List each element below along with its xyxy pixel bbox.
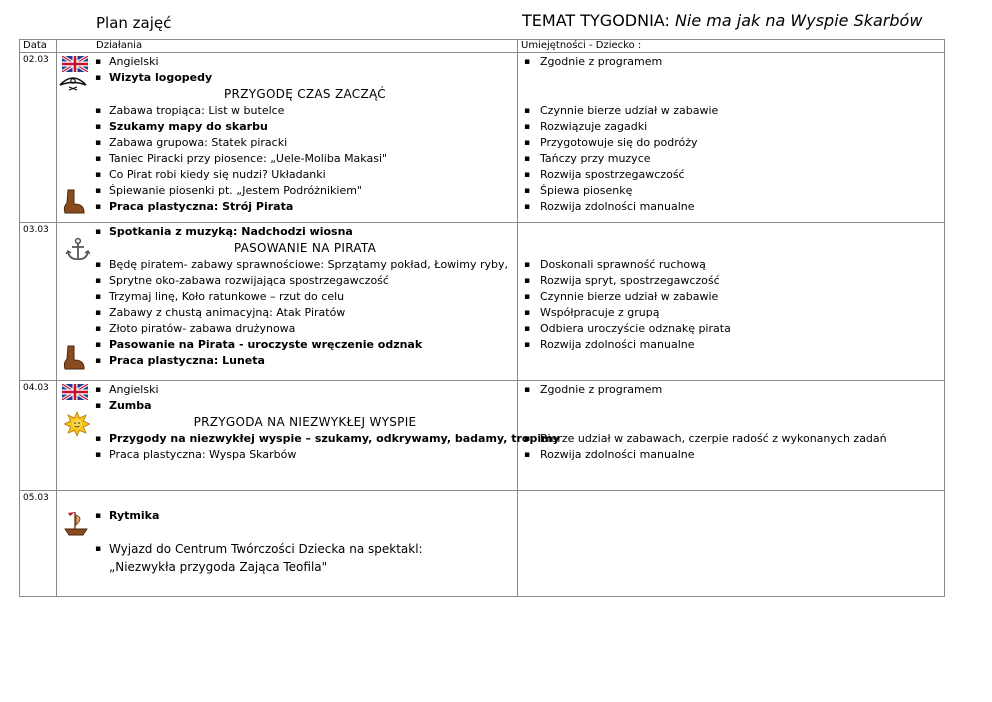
section-heading: PRZYGODA NA NIEZWYKŁEJ WYSPIE (193, 415, 417, 429)
table-row (20, 381, 945, 491)
skill-item: ▪ Bierze udział w zabawach, czerpie radość z wykonanych zadań (524, 431, 944, 447)
activity-item: ▪ Wizyta logopedy (93, 70, 517, 86)
activity-item: ▪ Pasowanie na Pirata - uroczyste wręczenie odznak (93, 337, 517, 353)
activities-cell (57, 223, 518, 381)
icon-column (57, 223, 91, 380)
table-row (20, 53, 945, 223)
skill-item (524, 240, 944, 257)
activity-item: ▪ Rytmika (93, 508, 517, 524)
activity-item: ▪ Szukamy mapy do skarbu (93, 119, 517, 135)
skill-item: ▪ Czynnie bierze udział w zabawie (524, 289, 944, 305)
skill-item (524, 224, 944, 240)
skills-cell (518, 53, 945, 223)
section-heading: PASOWANIE NA PIRATA (233, 241, 377, 255)
activities-cell (57, 53, 518, 223)
skill-item: ▪ Śpiewa piosenkę (524, 183, 944, 199)
skill-item: ▪ Rozwija zdolności manualne (524, 199, 944, 215)
icon-column (57, 53, 91, 222)
activity-item: ▪ Praca plastyczna: Wyspa Skarbów (93, 447, 517, 463)
date-cell: 03.03 (20, 223, 57, 381)
skill-item: ▪ Przygotowuje się do podróży (524, 135, 944, 151)
topic-label: TEMAT TYGODNIA: (522, 11, 670, 30)
column-header-activities: Działania (57, 40, 518, 53)
skill-item: ▪ Doskonali sprawność ruchową (524, 257, 944, 273)
activity-item: ▪ Taniec Piracki przy piosence: „Uele-Moliba Makasi" (93, 151, 517, 167)
activity-item: ▪ Spotkania z muzyką: Nadchodzi wiosna (93, 224, 517, 240)
skill-item: ▪ Rozwija zdolności manualne (524, 337, 944, 353)
activity-item: ▪ Praca plastyczna: Luneta (93, 353, 517, 369)
table-header-row (20, 40, 945, 53)
activity-item: ▪ Śpiewanie piosenki pt. „Jestem Podróżnikiem" (93, 183, 517, 199)
activity-list (57, 223, 517, 369)
activity-item: ▪ Przygody na niezwykłej wyspie – szukamy, odkrywamy, badamy, tropimy (93, 431, 517, 447)
skill-item (524, 414, 944, 431)
icon-column (57, 381, 91, 490)
activity-item: ▪ Angielski (93, 382, 517, 398)
activity-list (57, 491, 517, 576)
weekly-plan-table (19, 39, 945, 597)
skills-cell (518, 223, 945, 381)
skill-item: ▪ Tańczy przy muzyce (524, 151, 944, 167)
page-header (0, 0, 992, 40)
skills-list (518, 223, 944, 353)
skills-cell (518, 381, 945, 491)
activity-item: ▪ Zabawa tropiąca: List w butelce (93, 103, 517, 119)
skill-item (524, 70, 944, 86)
activity-list (57, 381, 560, 463)
activity-item: ▪ Zabawa grupowa: Statek piracki (93, 135, 517, 151)
plan-title: Plan zajęć (96, 14, 172, 32)
skill-item: ▪ Współpracuje z grupą (524, 305, 944, 321)
skills-list (518, 491, 944, 492)
activities-cell (57, 381, 560, 491)
skill-item (524, 86, 944, 103)
week-topic (522, 11, 922, 30)
skills-cell (518, 491, 945, 597)
activity-item: ▪ Zabawy z chustą animacyjną: Atak Piratów (93, 305, 517, 321)
activity-item: ▪ Złoto piratów- zabawa drużynowa (93, 321, 517, 337)
skill-item: ▪ Rozwiązuje zagadki (524, 119, 944, 135)
activity-item: ▪ Trzymaj linę, Koło ratunkowe – rzut do celu (93, 289, 517, 305)
topic-value: Nie ma jak na Wyspie Skarbów (674, 11, 923, 30)
activity-item: ▪ Zumba (93, 398, 517, 414)
activity-item: ▪ Praca plastyczna: Strój Pirata (93, 199, 517, 215)
activity-item: ▪ Wyjazd do Centrum Twórczości Dziecka na spektakl: (93, 540, 517, 558)
skill-item: ▪ Czynnie bierze udział w zabawie (524, 103, 944, 119)
date-cell: 02.03 (20, 53, 57, 223)
activity-list (57, 53, 517, 215)
skill-item (524, 398, 944, 414)
activity-item: ▪ Co Pirat robi kiedy się nudzi? Układanki (93, 167, 517, 183)
activity-item (93, 492, 517, 508)
section-heading: PRZYGODĘ CZAS ZACZĄĆ (224, 87, 386, 101)
column-header-date: Data (20, 40, 57, 53)
skills-list (518, 381, 944, 463)
skill-item: ▪ Rozwija zdolności manualne (524, 447, 944, 463)
skill-item: ▪ Zgodnie z programem (524, 382, 944, 398)
activity-item: ▪ Będę piratem- zabawy sprawnościowe: Sprzątamy pokład, Łowimy ryby, (93, 257, 517, 273)
table-row (20, 491, 945, 597)
activity-item: ▪ Sprytne oko-zabawa rozwijająca spostrzegawczość (93, 273, 517, 289)
date-cell: 04.03 (20, 381, 57, 491)
skills-list (518, 53, 944, 215)
date-cell: 05.03 (20, 491, 57, 597)
icon-column (57, 491, 91, 596)
skill-item: ▪ Rozwija spryt, spostrzegawczość (524, 273, 944, 289)
activity-item (93, 524, 517, 540)
skill-item: ▪ Odbiera uroczyście odznakę pirata (524, 321, 944, 337)
activities-cell (57, 491, 518, 597)
skill-item: ▪ Rozwija spostrzegawczość (524, 167, 944, 183)
column-header-skills: Umiejętności - Dziecko : (518, 40, 945, 53)
table-row (20, 223, 945, 381)
activity-item: „Niezwykła przygoda Zająca Teofila" (109, 560, 328, 574)
skill-item: ▪ Zgodnie z programem (524, 54, 944, 70)
activity-item: ▪ Angielski (93, 54, 517, 70)
